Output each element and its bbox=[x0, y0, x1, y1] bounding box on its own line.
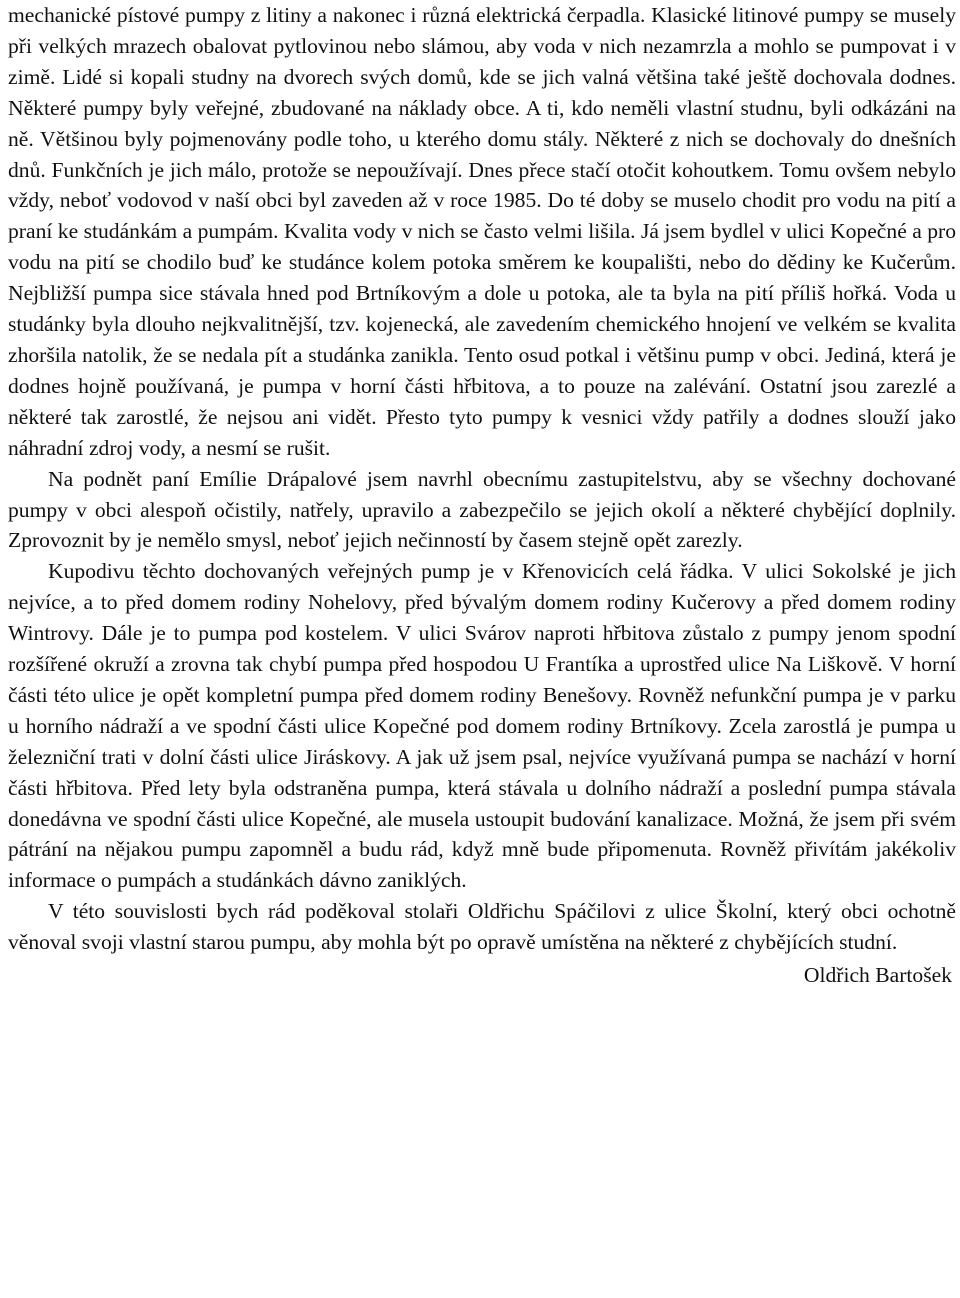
paragraph-3: Kupodivu těchto dochovaných veřejných pump je v Křenovicích celá řádka. V ulici Sokolské je jich nejvíce, a to před domem rodiny Nohelovy, před bývalým domem rodiny Kučerovy a před domem rodiny Wintrovy. Dále je to pumpa pod kostelem. V ulici Svárov naproti hřbitova zůstalo z pumpy jenom spodní rozšířené okruží a zrovna tak chybí pumpa před hospodou U Frantíka a uprostřed ulice Na Liškově. V horní části této ulice je opět kompletní pumpa před domem rodiny Benešovy. Rovněž nefunkční pumpa je v parku u horního nádraží a ve spodní části ulice Kopečné pod domem rodiny Brtníkovy. Zcela zarostlá je pumpa u železniční trati v dolní části ulice Jiráskovy. A jak už jsem psal, nejvíce využívaná pumpa se nachází v horní části hřbitova. Před lety byla odstraněna pumpa, která stávala u dolního nádraží a poslední pumpa stávala donedávna ve spodní části ulice Kopečné, ale musela ustoupit budování kanalizace. Možná, že jsem při svém pátrání na nějakou pumpu zapomněl a budu rád, když mně bude připomenuta. Rovněž přivítám jakékoliv informace o pumpách a studánkách dávno zaniklých. bbox=[8, 559, 956, 893]
author-signature: Oldřich Bartošek bbox=[803, 963, 952, 988]
paragraph-4: V této souvislosti bych rád poděkoval stolaři Oldřichu Spáčilovi z ulice Školní, který obci ochotně věnoval svoji vlastní starou pumpu, aby mohla být po opravě umístěna na některé z chybějících studní. bbox=[8, 899, 956, 955]
paragraph-2: Na podnět paní Emílie Drápalové jsem navrhl obecnímu zastupitelstvu, aby se všechny dochované pumpy v obci alespoň očistily, natřely, upravilo a zabezpečilo se jejich okolí a některé chybějící doplnily. Zprovoznit by je nemělo smysl, neboť jejich nečinností by časem stejně opět zarezly. bbox=[8, 466, 956, 553]
paragraph-1: mechanické pístové pumpy z litiny a nakonec i různá elektrická čerpadla. Klasické litinové pumpy se musely při velkých mrazech obalovat pytlovinou nebo slámou, aby voda v nich nezamrzla a mohlo se pumpovat i v zimě. Lidé si kopali studny na dvorech svých domů, kde se jich valná většina také ještě dochovala dodnes. Některé pumpy byly veřejné, zbudované na náklady obce. A ti, kdo neměli vlastní studnu, byli odkázáni na ně. Většinou byly pojmenovány podle toho, u kterého domu stály. Některé z nich se dochovaly do dnešních dnů. Funkčních je jich málo, protože se nepoužívají. Dnes přece stačí otočit kohoutkem. Tomu ovšem nebylo vždy, neboť vodovod v naší obci byl zaveden až v roce 1985. Do té doby se muselo chodit pro vodu na pití a praní ke studánkám a pumpám. Kvalita vody v nich se často velmi lišila. Já jsem bydlel v ulici Kopečné a pro vodu na pití se chodilo buď ke studánce kolem potoka směrem ke koupališti, nebo do dědiny ke Kučerům. Nejbližší pumpa sice stávala hned pod Brtníkovým a dole u potoka, ale ta byla na pití příliš hořká. Voda u studánky byla dlouho nejkvalitnější, tzv. kojenecká, ale zavedením chemického hnojení ve velkém se kvalita zhoršila natolik, že se nedala pít a studánka zanikla. Tento osud potkal i většinu pump v obci. Jediná, která je dodnes hojně používaná, je pumpa v horní části hřbitova, a to pouze na zalévání. Ostatní jsou zarezlé a některé tak zarostlé, že nejsou ani vidět. Přesto tyto pumpy k vesnici vždy patřily a dodnes slouží jako náhradní zdroj vody, a nesmí se rušit. bbox=[8, 3, 956, 460]
document-page bbox=[8, 0, 956, 991]
